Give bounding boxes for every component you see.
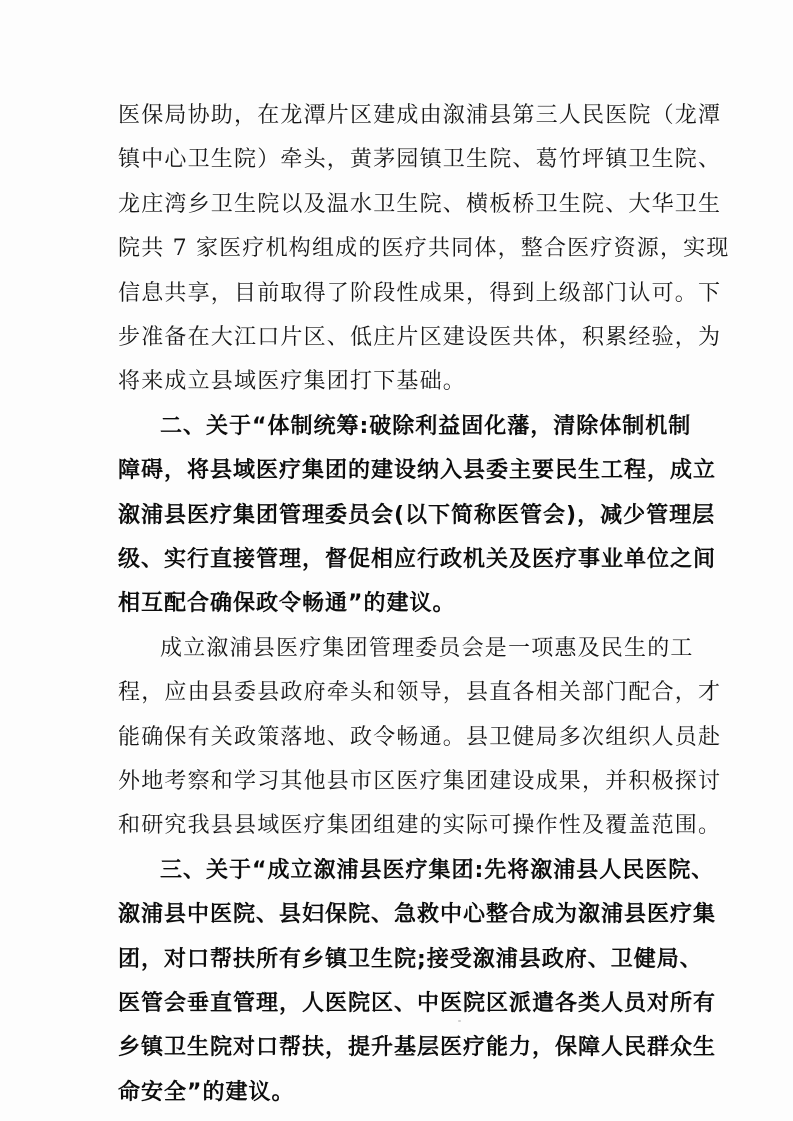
section-heading-line: 级、实行直接管理，督促相应行政机关及医疗事业单位之间 bbox=[118, 547, 717, 572]
section-heading-line: 相互配合确保政令畅通”的建议。 bbox=[118, 591, 456, 617]
section-heading-line: 障碍，将县域医疗集团的建设纳入县委主要民生工程，成立 bbox=[118, 458, 717, 484]
text-line: 成立溆浦县医疗集团管理委员会是一项惠及民生的工 bbox=[160, 635, 694, 661]
text-line: 外地考察和学习其他县市区医疗集团建设成果，并积极探讨 bbox=[118, 769, 722, 794]
scan-speck bbox=[458, 1020, 461, 1022]
section-heading-line: 乡镇卫生院对口帮扶，提升基层医疗能力，保障人民群众生 bbox=[118, 1035, 717, 1061]
text-line: 和研究我县县域医疗集团组建的实际可操作性及覆盖范围。 bbox=[118, 813, 722, 839]
text-line: 能确保有关政策落地、政令畅通。县卫健局多次组织人员赴 bbox=[118, 724, 722, 750]
text-line: 龙庄湾乡卫生院以及温水卫生院、横板桥卫生院、大华卫生 bbox=[118, 191, 722, 217]
section-heading-line: 二、关于“体制统筹:破除利益固化藩，清除体制机制 bbox=[160, 413, 692, 439]
text-line: 步准备在大江口片区、低庄片区建设医共体，积累经验，为 bbox=[118, 325, 722, 350]
section-heading-line: 溆浦县医疗集团管理委员会(以下简称医管会)，减少管理层 bbox=[118, 502, 716, 528]
section-heading-line: 溆浦县中医院、县妇保院、急救中心整合成为溆浦县医疗集 bbox=[118, 902, 717, 928]
section-heading-line: 团，对口帮扶所有乡镇卫生院;接受溆浦县政府、卫健局、 bbox=[118, 946, 703, 972]
section-heading-line: 命安全”的建议。 bbox=[118, 1079, 295, 1105]
text-line: 院共 7 家医疗机构组成的医疗共同体，整合医疗资源，实现 bbox=[118, 236, 730, 262]
text-line: 程，应由县委县政府牵头和领导，县直各相关部门配合，才 bbox=[118, 680, 722, 706]
text-line: 将来成立县域医疗集团打下基础。 bbox=[118, 369, 467, 395]
text-line: 信息共享，目前取得了阶段性成果，得到上级部门认可。下 bbox=[118, 280, 722, 306]
text-line: 镇中心卫生院）牵头，黄茅园镇卫生院、葛竹坪镇卫生院、 bbox=[118, 147, 722, 173]
section-heading-line: 医管会垂直管理，人医院区、中医院区派遣各类人员对所有 bbox=[118, 991, 717, 1016]
text-line: 医保局协助，在龙潭片区建成由溆浦县第三人民医院（龙潭 bbox=[118, 103, 722, 128]
section-heading-line: 三、关于“成立溆浦县医疗集团:先将溆浦县人民医院、 bbox=[160, 857, 715, 883]
